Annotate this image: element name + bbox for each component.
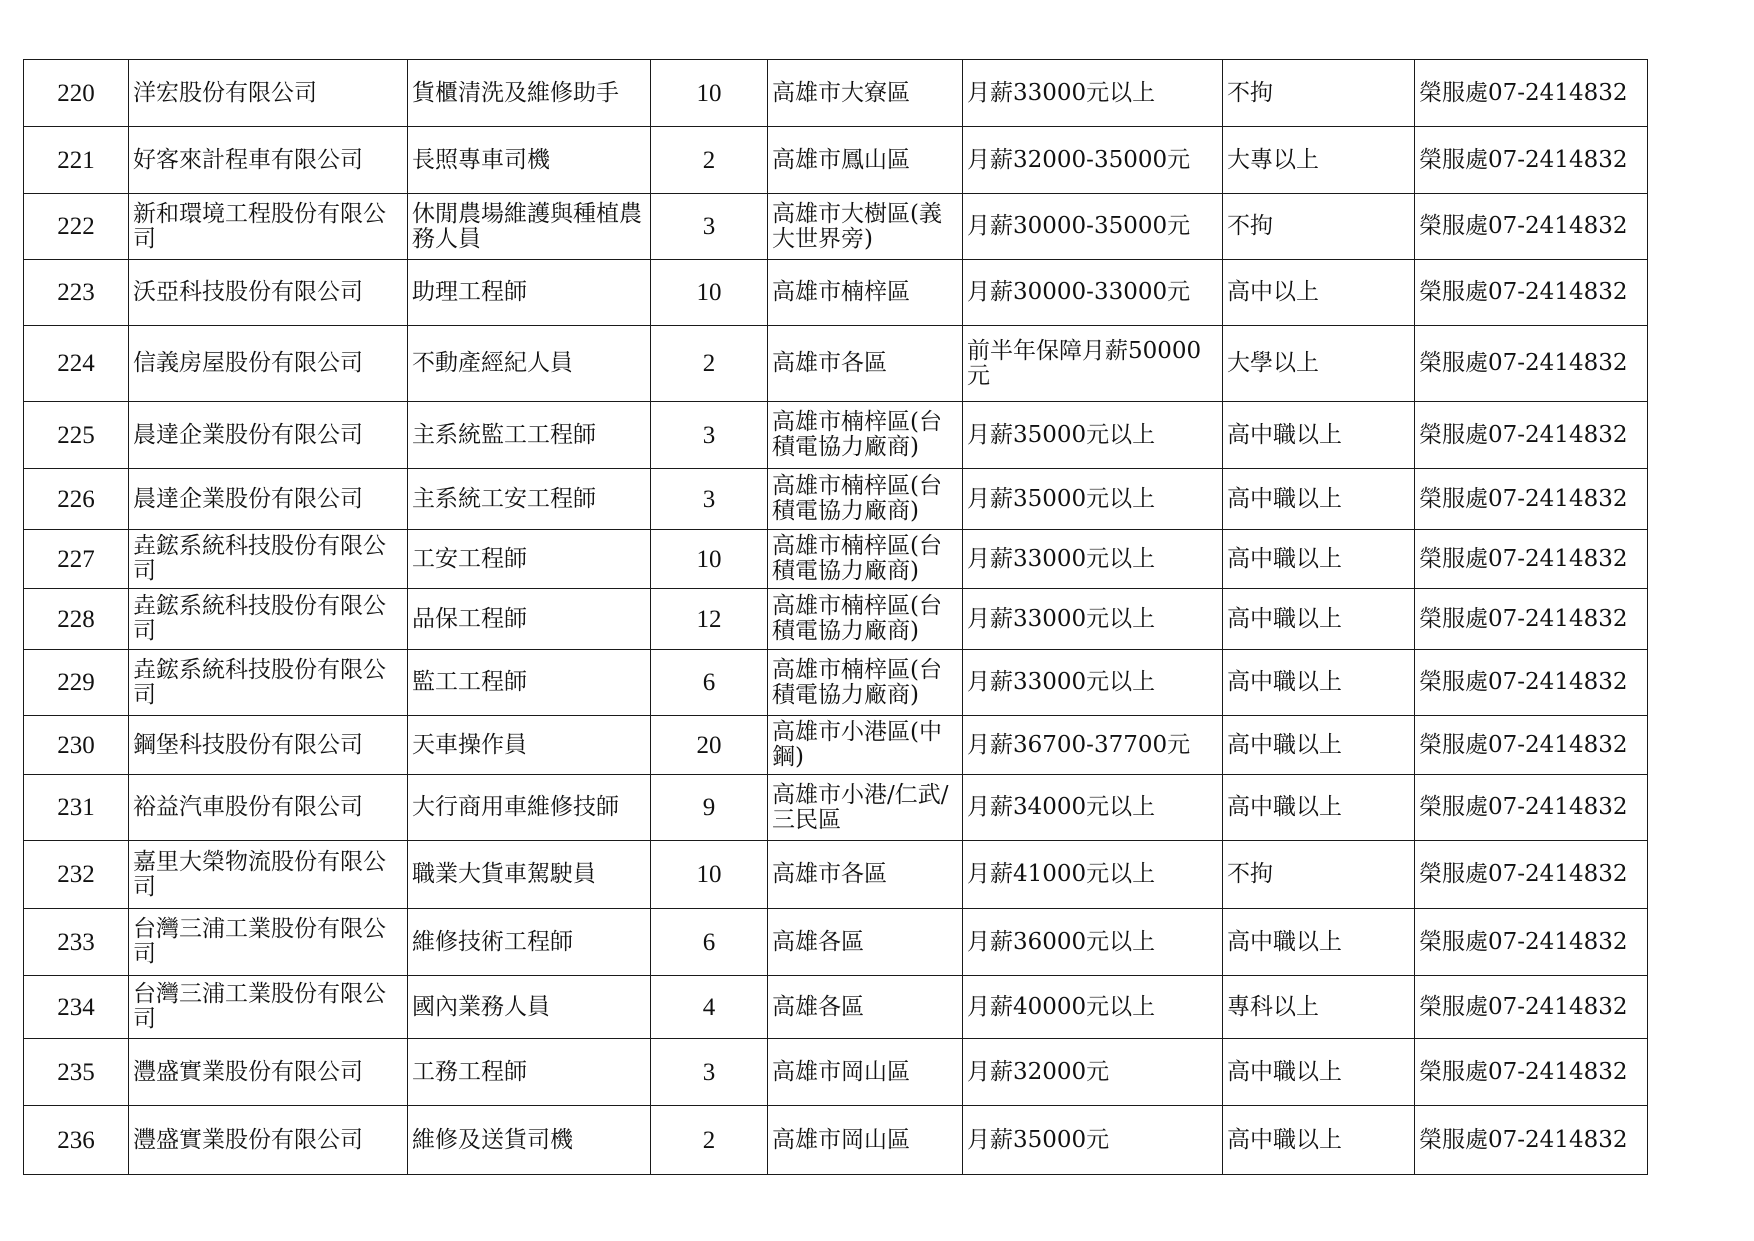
job-position: 貨櫃清洗及維修助手 [408,60,651,127]
openings-count: 12 [651,589,768,650]
work-location: 高雄市楠梓區(台積電協力廠商) [768,402,963,469]
job-position: 工務工程師 [408,1039,651,1106]
table-row [24,909,1648,976]
table-row [24,260,1648,326]
job-position: 維修及送貨司機 [408,1106,651,1175]
openings-count: 3 [651,194,768,260]
company-name: 鋼堡科技股份有限公司 [129,716,408,775]
salary: 月薪36000元以上 [963,909,1223,976]
table-row [24,1106,1648,1175]
openings-count: 10 [651,260,768,326]
job-position: 主系統工安工程師 [408,469,651,530]
salary: 月薪33000元以上 [963,650,1223,716]
work-location: 高雄市楠梓區(台積電協力廠商) [768,589,963,650]
education-requirement: 大專以上 [1223,127,1415,194]
table-row [24,402,1648,469]
row-number: 220 [24,60,129,127]
table-row [24,976,1648,1039]
education-requirement: 高中職以上 [1223,909,1415,976]
company-name: 新和環境工程股份有限公司 [129,194,408,260]
job-position: 品保工程師 [408,589,651,650]
row-number: 230 [24,716,129,775]
work-location: 高雄市楠梓區(台積電協力廠商) [768,530,963,589]
contact-info: 榮服處07-2414832 [1415,775,1648,841]
education-requirement: 高中職以上 [1223,530,1415,589]
salary: 月薪30000-35000元 [963,194,1223,260]
work-location: 高雄市岡山區 [768,1106,963,1175]
work-location: 高雄市楠梓區(台積電協力廠商) [768,469,963,530]
work-location: 高雄各區 [768,909,963,976]
salary: 月薪32000元 [963,1039,1223,1106]
education-requirement: 高中職以上 [1223,716,1415,775]
company-name: 灃盛實業股份有限公司 [129,1106,408,1175]
salary: 月薪34000元以上 [963,775,1223,841]
company-name: 台灣三浦工業股份有限公司 [129,909,408,976]
education-requirement: 高中職以上 [1223,402,1415,469]
work-location: 高雄各區 [768,976,963,1039]
work-location: 高雄市小港/仁武/三民區 [768,775,963,841]
contact-info: 榮服處07-2414832 [1415,402,1648,469]
openings-count: 3 [651,1039,768,1106]
job-position: 長照專車司機 [408,127,651,194]
row-number: 234 [24,976,129,1039]
contact-info: 榮服處07-2414832 [1415,326,1648,402]
row-number: 229 [24,650,129,716]
contact-info: 榮服處07-2414832 [1415,530,1648,589]
openings-count: 3 [651,402,768,469]
table-row [24,775,1648,841]
table-row [24,127,1648,194]
company-name: 洋宏股份有限公司 [129,60,408,127]
row-number: 223 [24,260,129,326]
salary: 月薪35000元以上 [963,469,1223,530]
company-name: 垚鋐系統科技股份有限公司 [129,650,408,716]
row-number: 235 [24,1039,129,1106]
education-requirement: 高中職以上 [1223,650,1415,716]
salary: 月薪32000-35000元 [963,127,1223,194]
company-name: 台灣三浦工業股份有限公司 [129,976,408,1039]
contact-info: 榮服處07-2414832 [1415,194,1648,260]
work-location: 高雄市楠梓區(台積電協力廠商) [768,650,963,716]
openings-count: 2 [651,1106,768,1175]
contact-info: 榮服處07-2414832 [1415,60,1648,127]
education-requirement: 不拘 [1223,60,1415,127]
openings-count: 2 [651,326,768,402]
row-number: 236 [24,1106,129,1175]
work-location: 高雄市大樹區(義大世界旁) [768,194,963,260]
row-number: 228 [24,589,129,650]
openings-count: 3 [651,469,768,530]
contact-info: 榮服處07-2414832 [1415,1106,1648,1175]
company-name: 裕益汽車股份有限公司 [129,775,408,841]
contact-info: 榮服處07-2414832 [1415,716,1648,775]
table-row [24,841,1648,909]
row-number: 226 [24,469,129,530]
education-requirement: 高中職以上 [1223,775,1415,841]
row-number: 232 [24,841,129,909]
contact-info: 榮服處07-2414832 [1415,469,1648,530]
openings-count: 10 [651,530,768,589]
contact-info: 榮服處07-2414832 [1415,976,1648,1039]
salary: 月薪40000元以上 [963,976,1223,1039]
work-location: 高雄市各區 [768,326,963,402]
job-listing-sheet [23,59,1648,1175]
company-name: 嘉里大榮物流股份有限公司 [129,841,408,909]
table-row [24,530,1648,589]
salary: 月薪30000-33000元 [963,260,1223,326]
company-name: 好客來計程車有限公司 [129,127,408,194]
company-name: 灃盛實業股份有限公司 [129,1039,408,1106]
salary: 前半年保障月薪50000元 [963,326,1223,402]
work-location: 高雄市岡山區 [768,1039,963,1106]
contact-info: 榮服處07-2414832 [1415,260,1648,326]
education-requirement: 高中職以上 [1223,1039,1415,1106]
openings-count: 4 [651,976,768,1039]
education-requirement: 專科以上 [1223,976,1415,1039]
job-position: 天車操作員 [408,716,651,775]
row-number: 221 [24,127,129,194]
education-requirement: 高中職以上 [1223,1106,1415,1175]
openings-count: 9 [651,775,768,841]
job-position: 主系統監工工程師 [408,402,651,469]
openings-count: 20 [651,716,768,775]
company-name: 垚鋐系統科技股份有限公司 [129,589,408,650]
openings-count: 6 [651,909,768,976]
salary: 月薪36700-37700元 [963,716,1223,775]
education-requirement: 不拘 [1223,194,1415,260]
contact-info: 榮服處07-2414832 [1415,127,1648,194]
openings-count: 6 [651,650,768,716]
company-name: 沃亞科技股份有限公司 [129,260,408,326]
job-position: 大行商用車維修技師 [408,775,651,841]
work-location: 高雄市楠梓區 [768,260,963,326]
contact-info: 榮服處07-2414832 [1415,909,1648,976]
salary: 月薪33000元以上 [963,589,1223,650]
row-number: 224 [24,326,129,402]
job-listing-table [23,59,1648,1175]
contact-info: 榮服處07-2414832 [1415,589,1648,650]
education-requirement: 高中職以上 [1223,469,1415,530]
openings-count: 2 [651,127,768,194]
job-position: 助理工程師 [408,260,651,326]
education-requirement: 高中以上 [1223,260,1415,326]
job-position: 工安工程師 [408,530,651,589]
row-number: 222 [24,194,129,260]
work-location: 高雄市鳳山區 [768,127,963,194]
education-requirement: 高中職以上 [1223,589,1415,650]
company-name: 信義房屋股份有限公司 [129,326,408,402]
work-location: 高雄市大寮區 [768,60,963,127]
job-position: 不動產經紀人員 [408,326,651,402]
education-requirement: 大學以上 [1223,326,1415,402]
table-row [24,194,1648,260]
row-number: 233 [24,909,129,976]
education-requirement: 不拘 [1223,841,1415,909]
table-row [24,1039,1648,1106]
job-position: 休閒農場維護與種植農務人員 [408,194,651,260]
salary: 月薪33000元以上 [963,530,1223,589]
table-row [24,589,1648,650]
table-row [24,716,1648,775]
job-position: 國內業務人員 [408,976,651,1039]
job-position: 監工工程師 [408,650,651,716]
company-name: 晨達企業股份有限公司 [129,402,408,469]
salary: 月薪33000元以上 [963,60,1223,127]
table-row [24,326,1648,402]
salary: 月薪41000元以上 [963,841,1223,909]
job-position: 職業大貨車駕駛員 [408,841,651,909]
contact-info: 榮服處07-2414832 [1415,1039,1648,1106]
openings-count: 10 [651,841,768,909]
table-row [24,469,1648,530]
contact-info: 榮服處07-2414832 [1415,841,1648,909]
table-row [24,650,1648,716]
job-position: 維修技術工程師 [408,909,651,976]
row-number: 227 [24,530,129,589]
work-location: 高雄市各區 [768,841,963,909]
openings-count: 10 [651,60,768,127]
row-number: 225 [24,402,129,469]
contact-info: 榮服處07-2414832 [1415,650,1648,716]
salary: 月薪35000元 [963,1106,1223,1175]
salary: 月薪35000元以上 [963,402,1223,469]
row-number: 231 [24,775,129,841]
company-name: 晨達企業股份有限公司 [129,469,408,530]
table-row [24,60,1648,127]
work-location: 高雄市小港區(中鋼) [768,716,963,775]
company-name: 垚鋐系統科技股份有限公司 [129,530,408,589]
